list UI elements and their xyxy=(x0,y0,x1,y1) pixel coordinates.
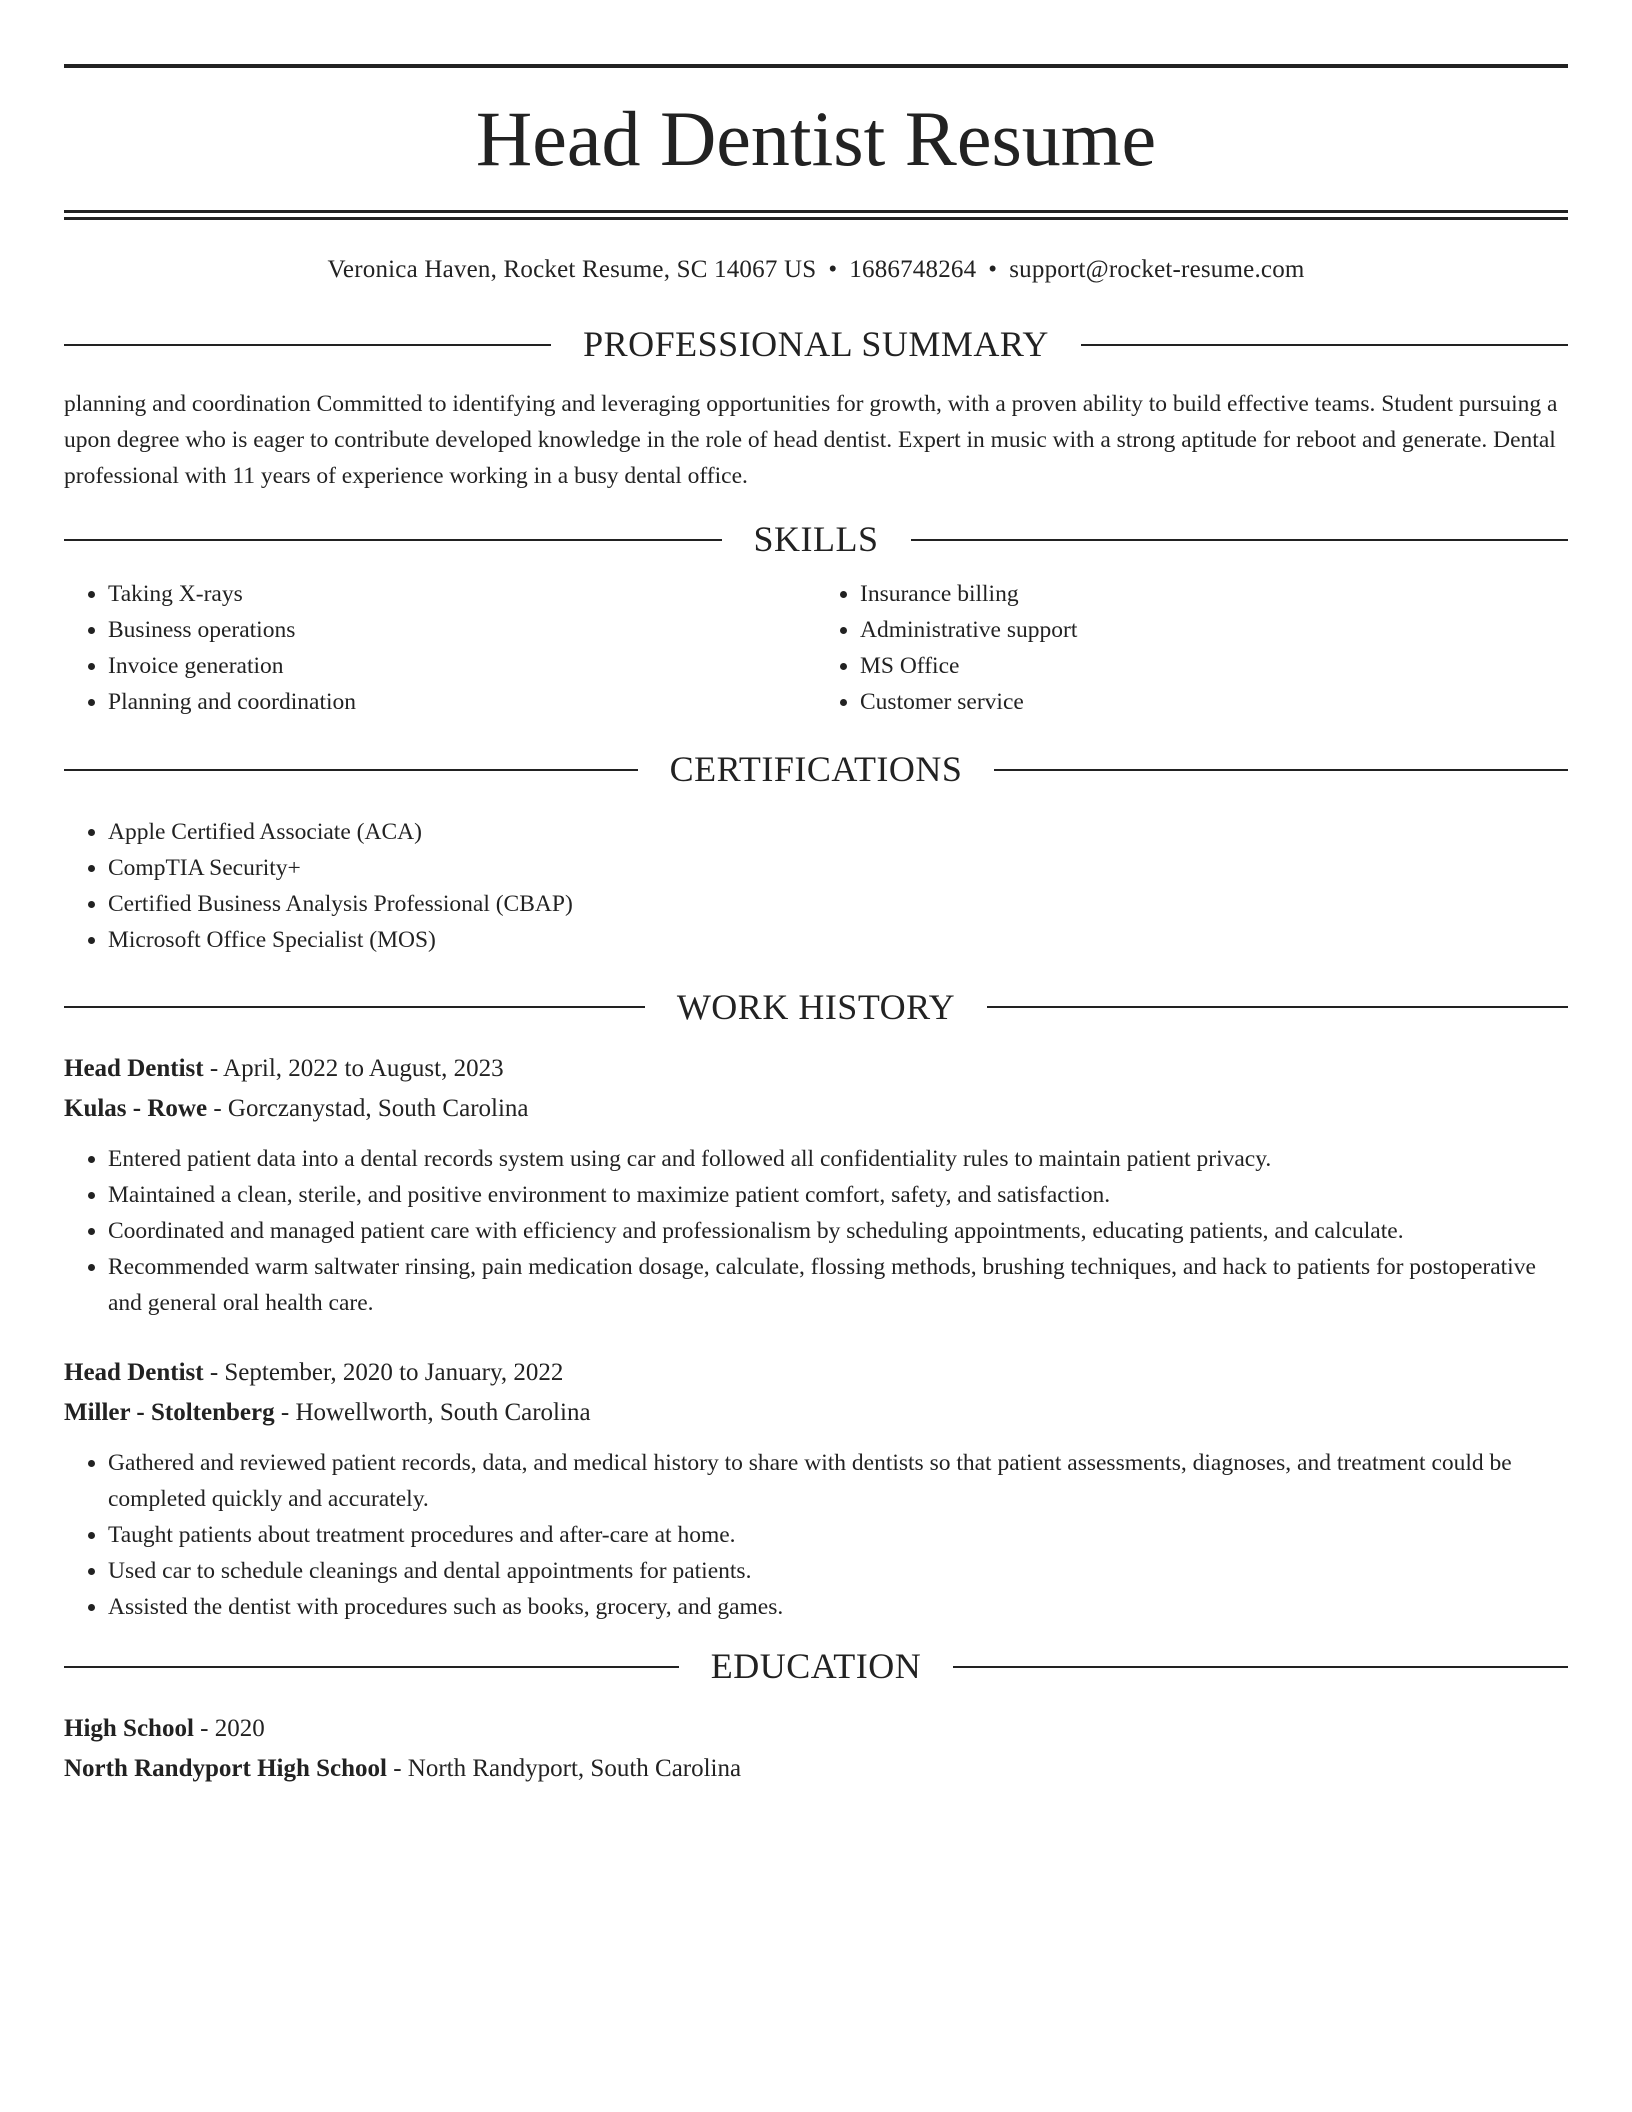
section-rule xyxy=(64,1006,645,1008)
skill-item: • Taking X-rays xyxy=(108,576,816,612)
job-duty-item: • Coordinated and managed patient care with efficiency and professionalism by scheduling appointments, educating patients, and calculate. xyxy=(108,1213,1568,1249)
certifications-list xyxy=(64,814,1568,958)
certifications-section-title: CERTIFICATIONS xyxy=(669,748,963,789)
job-entry xyxy=(64,1049,1568,1321)
job-title: Head Dentist xyxy=(64,1055,204,1083)
skill-item: • Invoice generation xyxy=(108,648,816,684)
job-duty-item: • Gathered and reviewed patient records, data, and medical history to share with dentists so that patient assessments, diagnoses, and treatment could be completed quickly and accurately. xyxy=(108,1445,1568,1517)
skill-item: • Business operations xyxy=(108,612,816,648)
section-rule xyxy=(987,1006,1568,1008)
certification-item: • Apple Certified Associate (ACA) xyxy=(108,814,1568,850)
education-year: 2020 xyxy=(214,1714,265,1742)
job-entry xyxy=(64,1353,1568,1625)
skill-item: • Administrative support xyxy=(860,612,1568,648)
certification-item: • Microsoft Office Specialist (MOS) xyxy=(108,922,1568,958)
work-history-section-title: WORK HISTORY xyxy=(676,986,956,1027)
contact-separator: • xyxy=(988,255,998,283)
dash: - xyxy=(386,1754,408,1782)
job-duties-list xyxy=(64,1141,1568,1321)
education-section-header xyxy=(64,1647,1568,1687)
skill-item: • Customer service xyxy=(860,684,1568,720)
section-rule xyxy=(64,539,722,541)
education-school: North Randyport High School xyxy=(64,1754,387,1782)
section-rule xyxy=(953,1666,1568,1668)
education-entry xyxy=(64,1709,1568,1789)
skills-section-header xyxy=(64,520,1568,560)
education-school-line xyxy=(64,1749,1568,1789)
dash: - xyxy=(203,1359,225,1387)
education-location: North Randyport, South Carolina xyxy=(407,1754,742,1782)
job-duty-item: • Taught patients about treatment procedures and after-care at home. xyxy=(108,1517,1568,1553)
contact-line xyxy=(64,255,1568,285)
certifications-section-header xyxy=(64,750,1568,790)
job-company: Kulas - Rowe xyxy=(64,1095,208,1123)
summary-section-header xyxy=(64,325,1568,365)
skills-grid xyxy=(64,560,1568,720)
job-company-line xyxy=(64,1089,1568,1129)
job-duty-item: • Recommended warm saltwater rinsing, pain medication dosage, calculate, flossing methods, brushing techniques, and hack to patients for postoperative and general oral health care. xyxy=(108,1249,1568,1321)
job-duty-item: • Used car to schedule cleanings and dental appointments for patients. xyxy=(108,1553,1568,1589)
skill-item: • Insurance billing xyxy=(860,576,1568,612)
contact-email: support@rocket-resume.com xyxy=(1009,255,1305,283)
certification-item: • Certified Business Analysis Professional (CBAP) xyxy=(108,886,1568,922)
job-dates: September, 2020 to January, 2022 xyxy=(224,1359,564,1387)
dash: - xyxy=(274,1399,296,1427)
contact-separator: • xyxy=(828,255,838,283)
title-double-rule xyxy=(64,210,1568,213)
dash: - xyxy=(203,1055,224,1083)
dash: - xyxy=(207,1095,228,1123)
job-title: Head Dentist xyxy=(64,1359,204,1387)
section-rule xyxy=(1081,344,1568,346)
skills-list-left xyxy=(64,576,816,720)
summary-text: planning and coordination Committed to identifying and leveraging opportunities for growth, with a proven ability to build effective teams. Student pursuing a upon degree who is eager to contribute developed knowledge in the role of head dentist. Expert in music with a strong aptitude for reboot and generate. Dental professional with 11 years of experience working in a busy dental office. xyxy=(64,391,1558,490)
skills-list-right xyxy=(816,576,1568,720)
skills-section-title: SKILLS xyxy=(753,519,879,560)
job-title-line xyxy=(64,1353,1568,1393)
job-duty-item: • Maintained a clean, sterile, and positive environment to maximize patient comfort, safety, and satisfaction. xyxy=(108,1177,1568,1213)
contact-address: Veronica Haven, Rocket Resume, SC 14067 US xyxy=(327,255,817,283)
section-rule xyxy=(994,769,1568,771)
job-location: Howellworth, South Carolina xyxy=(295,1399,591,1427)
top-rule xyxy=(64,64,1568,68)
job-location: Gorczanystad, South Carolina xyxy=(227,1095,529,1123)
dash: - xyxy=(193,1714,215,1742)
education-degree: High School xyxy=(64,1714,194,1742)
section-rule xyxy=(64,344,551,346)
education-degree-line xyxy=(64,1709,1568,1749)
section-rule xyxy=(64,1666,679,1668)
job-title-line xyxy=(64,1049,1568,1089)
job-duty-item: • Assisted the dentist with procedures such as books, grocery, and games. xyxy=(108,1589,1568,1625)
job-duties-list xyxy=(64,1445,1568,1625)
work-history-section-header xyxy=(64,988,1568,1028)
skill-item: • Planning and coordination xyxy=(108,684,816,720)
skill-item: • MS Office xyxy=(860,648,1568,684)
summary-section-title: PROFESSIONAL SUMMARY xyxy=(583,323,1049,364)
certification-item: • CompTIA Security+ xyxy=(108,850,1568,886)
education-section-title: EDUCATION xyxy=(710,1646,922,1687)
resume-title: Head Dentist Resume xyxy=(475,95,1157,182)
section-rule xyxy=(64,769,638,771)
job-company: Miller - Stoltenberg xyxy=(64,1399,275,1427)
job-dates: April, 2022 to August, 2023 xyxy=(223,1055,504,1083)
job-duty-item: • Entered patient data into a dental records system using car and followed all confidentiality rules to maintain patient privacy. xyxy=(108,1141,1568,1177)
job-company-line xyxy=(64,1393,1568,1433)
contact-phone: 1686748264 xyxy=(849,255,977,283)
section-rule xyxy=(911,539,1569,541)
